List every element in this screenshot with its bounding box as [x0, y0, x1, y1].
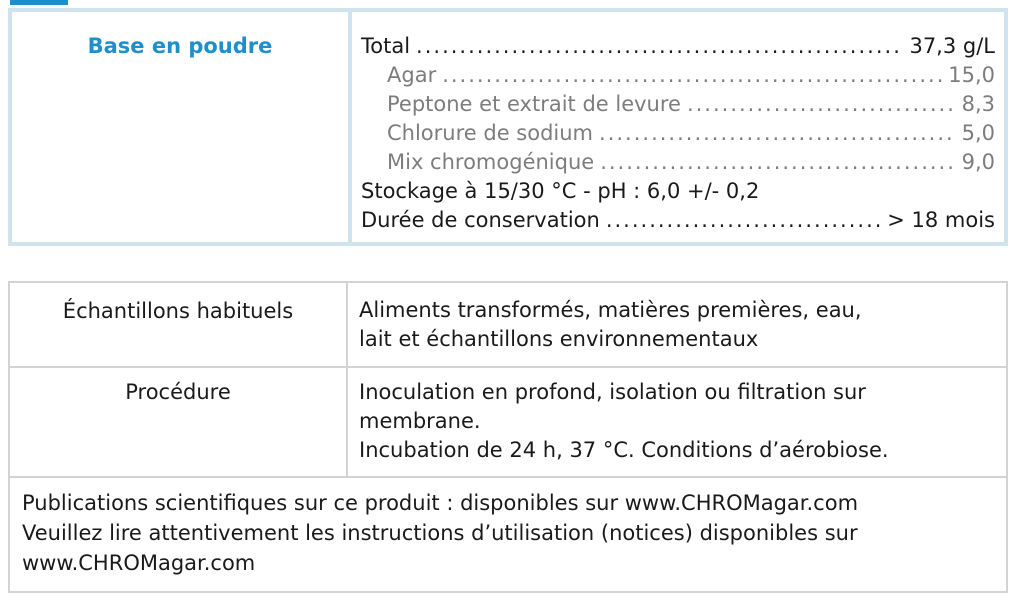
header-remnant — [10, 0, 68, 5]
dot-leader — [442, 61, 942, 90]
composition-list — [361, 32, 995, 235]
shelf-life-label: Durée de conservation — [361, 208, 600, 232]
samples-value — [359, 296, 989, 354]
ingredient-label: Mix chromogénique — [387, 150, 595, 174]
footer-line: Publications scientifiques sur ce produit : disponibles sur www.CHROMagar.com — [22, 491, 859, 515]
composition-title: Base en poudre — [87, 34, 273, 58]
procedure-line: membrane. — [359, 409, 481, 433]
procedure-line: Incubation de 24 h, 37 °C. Conditions d’aérobiose. — [359, 438, 889, 462]
ingredient-line — [361, 61, 995, 90]
column-divider — [348, 12, 352, 242]
ingredient-label: Agar — [387, 63, 437, 87]
ingredient-line — [361, 119, 995, 148]
samples-row — [10, 283, 1006, 368]
samples-line: Aliments transformés, matières premières, eau, — [359, 298, 862, 322]
top-edge — [0, 0, 1024, 6]
dot-leader — [600, 148, 955, 177]
composition-table — [8, 8, 1008, 246]
footer-line: Veuillez lire attentivement les instructions d’utilisation (notices) disponibles sur — [22, 521, 858, 545]
ingredient-label: Peptone et extrait de levure — [387, 92, 681, 116]
total-value: 37,3 g/L — [909, 34, 995, 58]
total-line — [361, 32, 995, 61]
ingredient-line — [361, 148, 995, 177]
ingredient-line — [361, 90, 995, 119]
footer-notes — [22, 488, 992, 578]
shelf-life-value: > 18 mois — [887, 208, 995, 232]
shelf-life-line — [361, 206, 995, 235]
ingredient-value: 5,0 — [961, 121, 995, 145]
ingredient-value: 15,0 — [948, 63, 995, 87]
procedure-row — [10, 366, 1006, 478]
dot-leader — [599, 119, 956, 148]
procedure-value — [359, 378, 989, 465]
storage-line: Stockage à 15/30 °C - pH : 6,0 +/- 0,2 — [361, 179, 760, 203]
total-label: Total — [361, 34, 411, 58]
footer-line: www.CHROMagar.com — [22, 551, 256, 575]
procedure-line: Inoculation en profond, isolation ou filtration sur — [359, 380, 866, 404]
ingredient-label: Chlorure de sodium — [387, 121, 594, 145]
samples-label: Échantillons habituels — [62, 299, 294, 323]
info-table — [8, 281, 1008, 593]
dot-leader — [416, 32, 903, 61]
ingredient-value: 9,0 — [961, 150, 995, 174]
procedure-label: Procédure — [125, 380, 231, 404]
ingredient-value: 8,3 — [961, 92, 995, 116]
dot-leader — [687, 90, 956, 119]
dot-leader — [606, 206, 881, 235]
samples-line: lait et échantillons environnementaux — [359, 327, 759, 351]
